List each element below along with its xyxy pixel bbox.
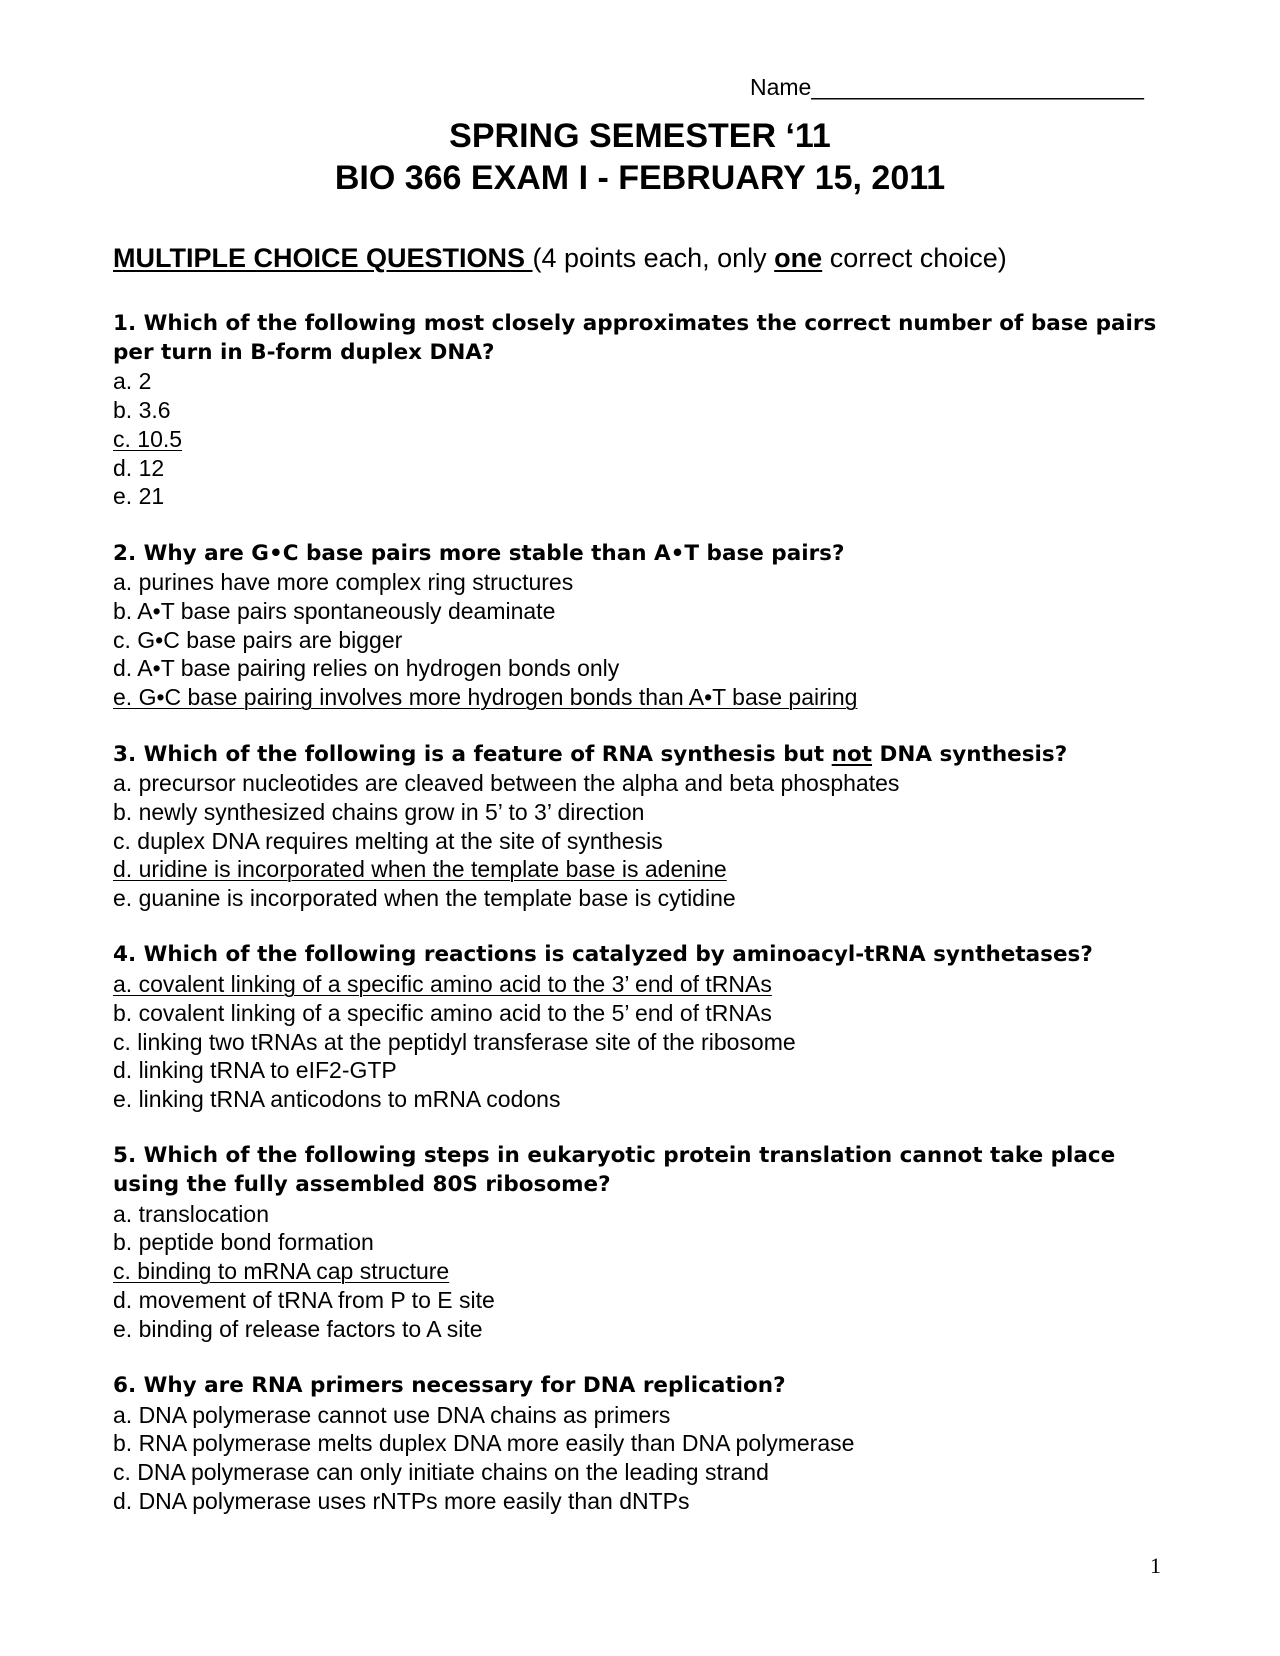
question-6 (113, 1372, 1173, 1516)
question-text: 2. Why are G•C base pairs more stable than A•T base pairs? (113, 540, 845, 566)
option-a: a. precursor nucleotides are cleaved between the alpha and beta phosphates (113, 770, 900, 797)
option-d: d. movement of tRNA from P to E site (113, 1286, 495, 1313)
question-4 (113, 941, 1173, 1113)
option-c-correct: c. 10.5 (113, 425, 183, 452)
option-e: e. linking tRNA anticodons to mRNA codons (113, 1085, 561, 1112)
question-text: 5. Which of the following steps in eukaryotic protein translation cannot take place using the fully assembled 80S ribosome? (113, 1143, 1116, 1198)
exam-title: BIO 366 EXAM I - FEBRUARY 15, 2011 (334, 159, 946, 197)
option-a: a. DNA polymerase cannot use DNA chains as primers (113, 1401, 671, 1428)
question-text-emphasis: not (831, 741, 873, 767)
name-field: Name__________________________ (750, 74, 1144, 100)
option-e: e. binding of release factors to A site (113, 1315, 483, 1342)
question-1 (113, 310, 1173, 511)
section-heading-label: MULTIPLE CHOICE QUESTIONS (113, 243, 533, 273)
option-b: b. newly synthesized chains grow in 5’ to 3’ direction (113, 798, 645, 825)
section-instructions-pre: (4 points each, only (532, 243, 775, 273)
option-b: b. peptide bond formation (113, 1229, 374, 1256)
option-c: c. duplex DNA requires melting at the site of synthesis (113, 827, 663, 854)
option-b: b. RNA polymerase melts duplex DNA more easily than DNA polymerase (113, 1430, 855, 1457)
option-b: b. A•T base pairs spontaneously deaminate (113, 598, 556, 625)
option-e: e. guanine is incorporated when the template base is cytidine (113, 885, 736, 912)
option-c: c. DNA polymerase can only initiate chains on the leading strand (113, 1459, 769, 1486)
option-a-correct: a. covalent linking of a specific amino acid to the 3’ end of tRNAs (113, 971, 772, 998)
option-e-correct: e. G•C base pairing involves more hydrogen bonds than A•T base pairing (113, 684, 858, 711)
section-heading (113, 243, 1007, 274)
option-d-correct: d. uridine is incorporated when the template base is adenine (113, 856, 727, 883)
semester-title: SPRING SEMESTER ‘11 (449, 117, 831, 155)
option-d: d. A•T base pairing relies on hydrogen bonds only (113, 655, 620, 682)
option-d: d. 12 (113, 454, 165, 481)
option-a: a. purines have more complex ring structures (113, 569, 574, 596)
question-3 (113, 741, 1173, 913)
option-c: c. G•C base pairs are bigger (113, 626, 403, 653)
question-text: 1. Which of the following most closely approximates the correct number of base pairs per turn in B-form duplex DNA? (113, 311, 1157, 365)
option-e: e. 21 (113, 483, 165, 510)
option-a: a. 2 (113, 368, 152, 395)
option-b: b. covalent linking of a specific amino acid to the 5’ end of tRNAs (113, 999, 772, 1026)
page-number: 1 (1150, 1553, 1161, 1578)
question-5 (113, 1142, 1173, 1343)
question-text: 6. Why are RNA primers necessary for DNA replication? (113, 1372, 786, 1398)
option-d: d. DNA polymerase uses rNTPs more easily than dNTPs (113, 1487, 690, 1514)
option-a: a. translocation (113, 1200, 269, 1227)
option-b: b. 3.6 (113, 397, 171, 424)
option-d: d. linking tRNA to eIF2-GTP (113, 1057, 397, 1084)
section-instructions-post: correct choice) (822, 243, 1007, 273)
question-text: 4. Which of the following reactions is catalyzed by aminoacyl-tRNA synthetases? (113, 942, 1093, 968)
question-text-pre: 3. Which of the following is a feature of RNA synthesis but (113, 741, 832, 767)
question-list (113, 310, 1173, 1544)
section-instructions-emphasis: one (774, 243, 823, 273)
question-text (113, 741, 1173, 770)
option-c-correct: c. binding to mRNA cap structure (113, 1258, 450, 1285)
question-2 (113, 540, 1173, 712)
option-c: c. linking two tRNAs at the peptidyl transferase site of the ribosome (113, 1028, 796, 1055)
question-text-post: DNA synthesis? (872, 741, 1068, 767)
